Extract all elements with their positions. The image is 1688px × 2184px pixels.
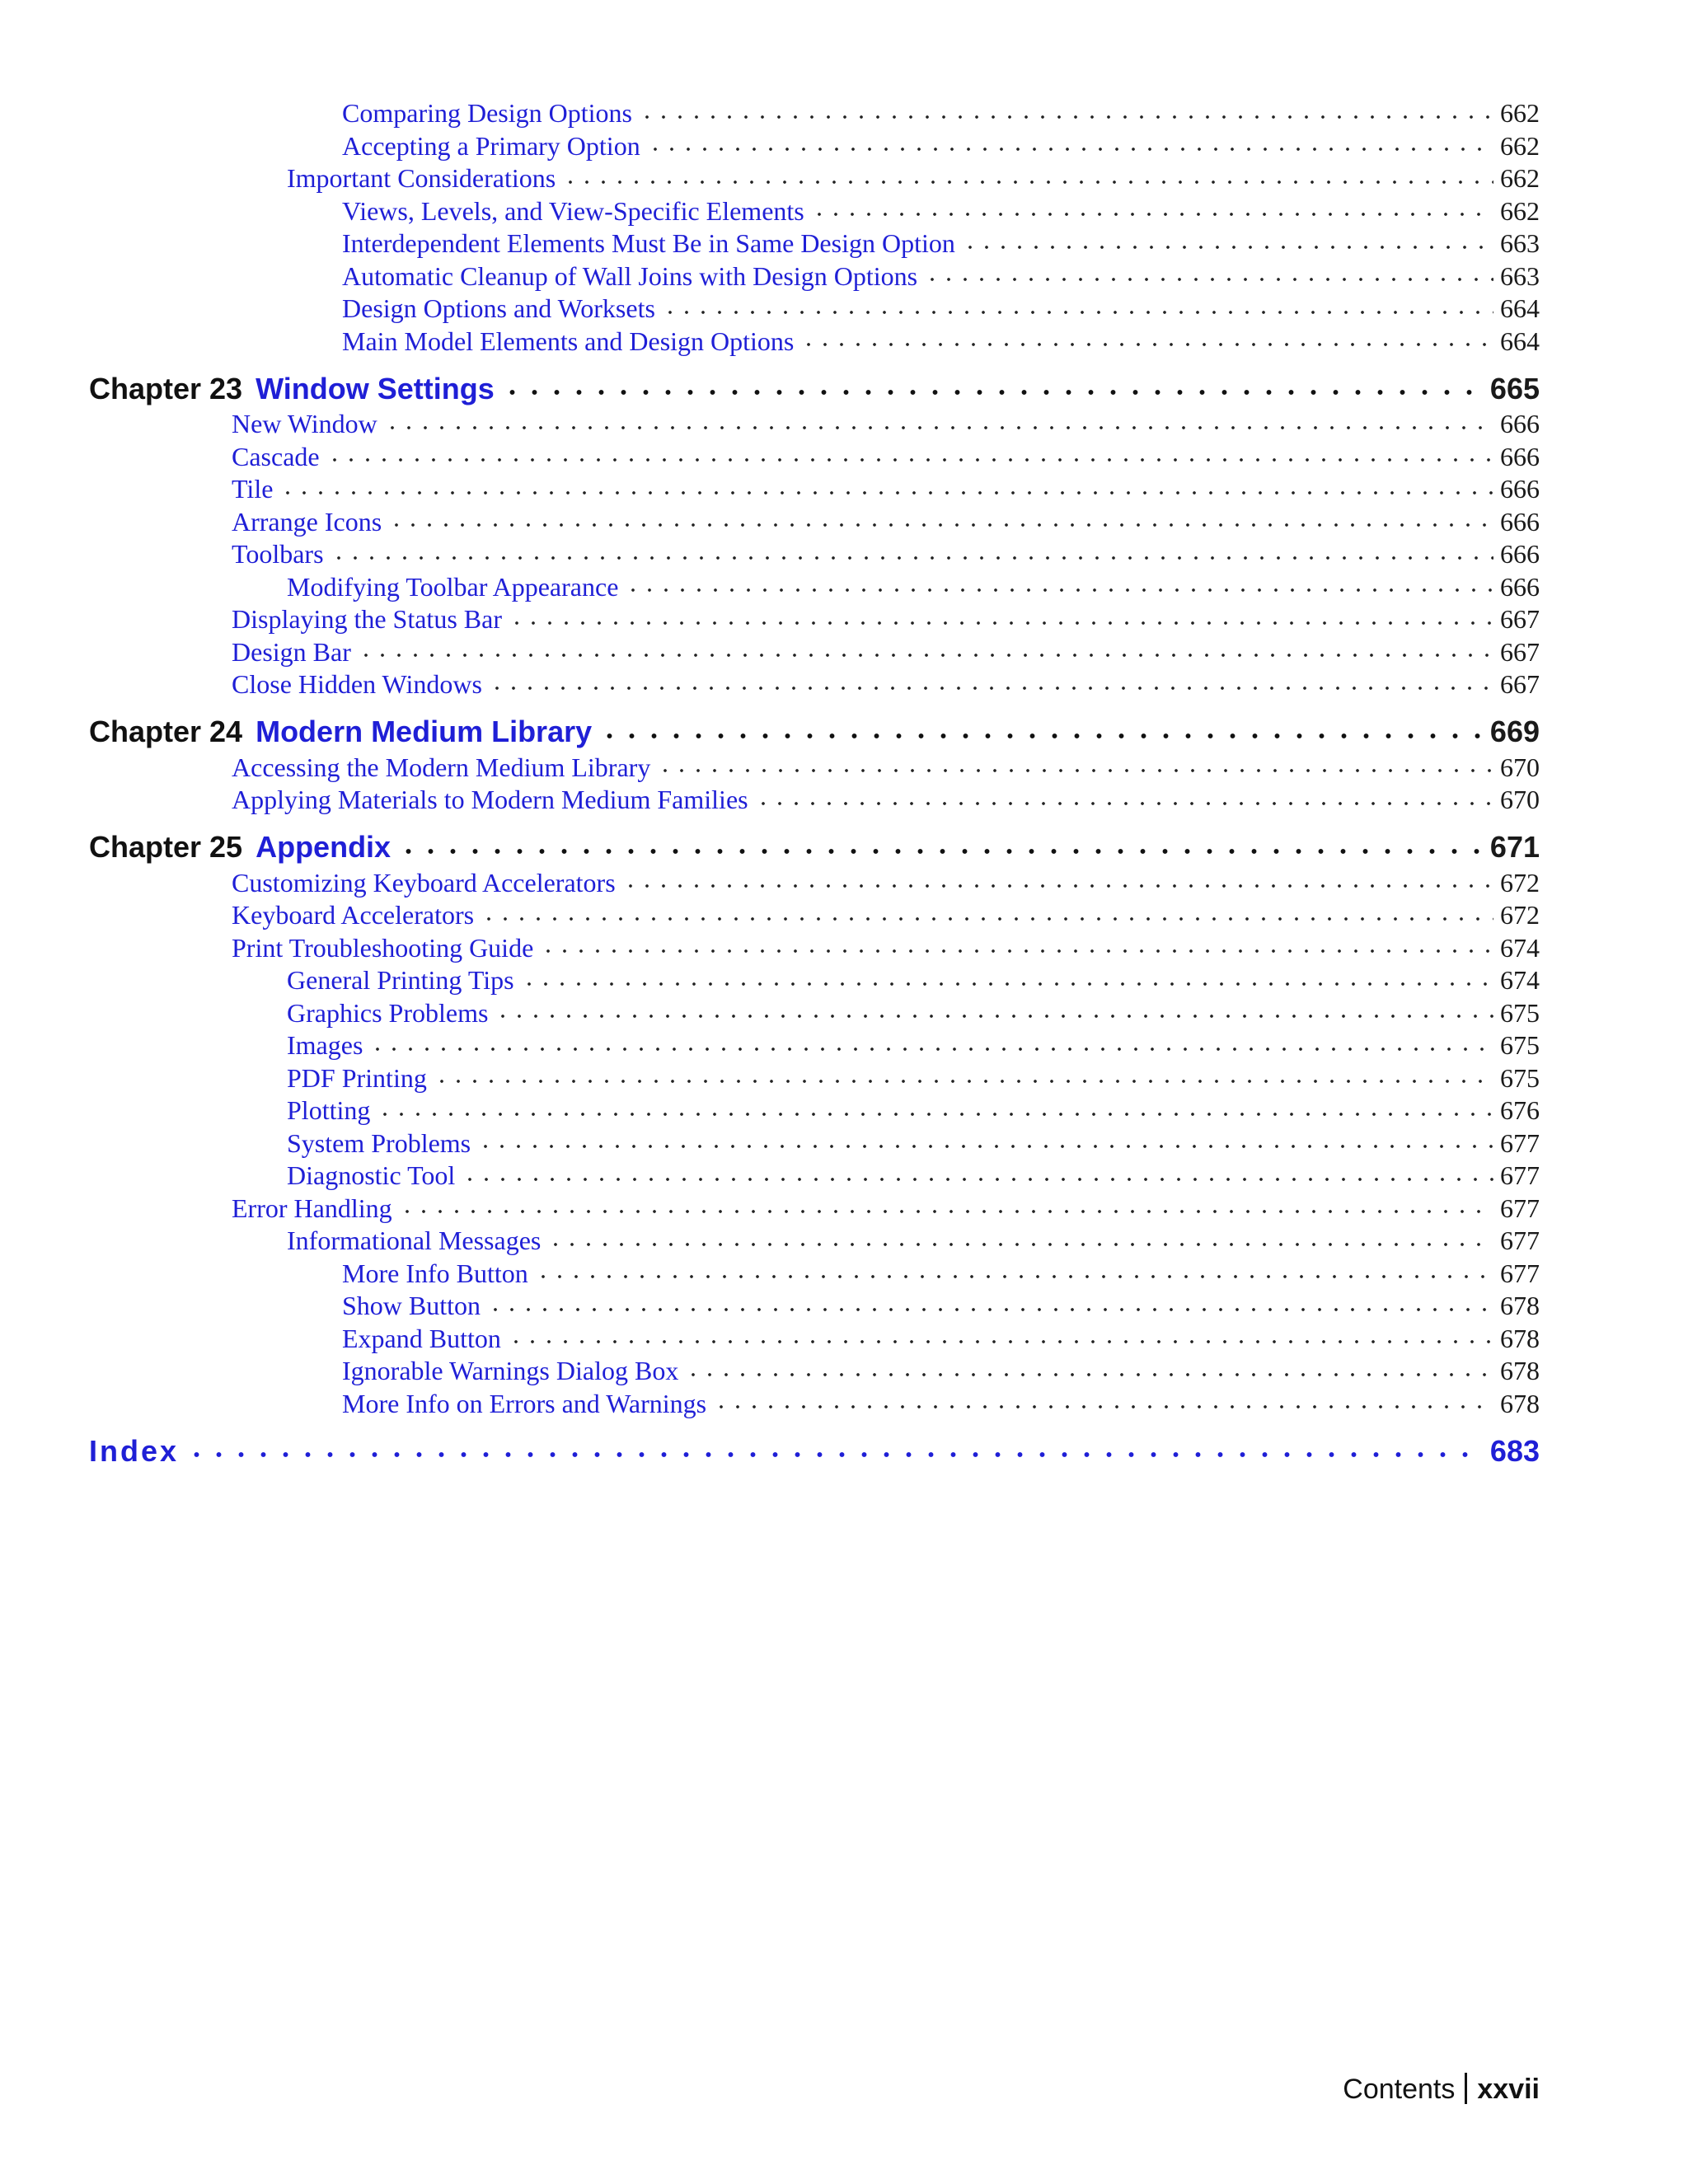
toc-page-number: 664 [1500,326,1540,356]
toc-entry-title-link[interactable]: Error Handling [232,1193,392,1223]
toc-entry[interactable] [89,437,1540,470]
toc-page-number: 678 [1500,1388,1540,1418]
toc-page-number: 678 [1500,1356,1540,1386]
dot-leader [924,259,1493,288]
dot-leader [509,602,1493,630]
toc-entry[interactable] [89,1286,1540,1319]
dot-leader [279,471,1493,500]
toc-entry[interactable] [89,1025,1540,1061]
toc-entry-title-link[interactable]: Applying Materials to Modern Medium Families [232,785,748,815]
chapter-number: Chapter 25 [89,830,243,865]
toc-entry[interactable] [89,502,1540,535]
toc-entry-title-link[interactable]: Print Troubleshooting Guide [232,932,534,963]
toc-page-number: 672 [1500,900,1540,930]
toc-entry[interactable] [89,223,1540,259]
toc-entry-title-link[interactable]: Interdependent Elements Must Be in Same Design Option [342,228,955,259]
toc-entry-title-link[interactable]: Displaying the Status Bar [232,604,502,635]
toc-entry[interactable] [89,599,1540,635]
toc-entry[interactable] [89,126,1540,159]
toc-page-number: 664 [1500,293,1540,324]
toc-page-number: 677 [1500,1226,1540,1256]
dot-leader [331,537,1493,565]
dot-leader [547,1223,1493,1252]
toc-page-number: 666 [1500,474,1540,504]
toc-page-number: 666 [1500,409,1540,439]
toc-entry[interactable] [89,534,1540,567]
toc-page-number: 678 [1500,1291,1540,1321]
toc-entry[interactable] [89,1188,1540,1221]
chapter-number: Chapter 23 [89,371,243,405]
dot-leader [501,369,1484,402]
toc-entry[interactable] [89,1123,1540,1156]
toc-page-number: 674 [1500,965,1540,996]
toc-entry-title-link[interactable]: Main Model Elements and Design Options [342,326,795,356]
toc-entry-title-link[interactable]: Design Options and Worksets [342,293,655,324]
toc-page-number: 666 [1500,506,1540,537]
toc-page-number: 663 [1500,228,1540,259]
dot-leader [377,1093,1493,1122]
toc-page-number: 666 [1500,571,1540,602]
toc-entry[interactable] [89,1221,1540,1254]
toc-entry[interactable] [89,895,1540,928]
toc-entry[interactable] [89,664,1540,700]
toc-entry[interactable] [89,567,1540,600]
dot-leader [477,1126,1493,1155]
dot-leader [384,406,1493,435]
toc-entry[interactable] [89,863,1540,896]
toc-entry-title-link[interactable]: Accepting a Primary Option [342,130,640,161]
toc-page-number: 677 [1500,1258,1540,1288]
toc-page-number: 677 [1500,1160,1540,1191]
toc-entry-title-link[interactable]: Toolbars [232,539,324,569]
toc-page-number: 676 [1500,1095,1540,1126]
toc-entry-title-link[interactable]: Ignorable Warnings Dialog Box [342,1356,679,1386]
toc-page-number: 675 [1500,1062,1540,1093]
toc-page-number: 667 [1500,604,1540,635]
toc-page-number: 669 [1489,715,1540,749]
toc-entry[interactable] [89,780,1540,813]
dot-leader [639,96,1493,124]
toc-page-number: 666 [1500,539,1540,569]
toc-entry-title-link[interactable]: Arrange Icons [232,506,382,537]
toc-entry[interactable] [89,960,1540,996]
toc-entry[interactable] [89,928,1540,961]
dot-leader [800,324,1493,353]
toc-entry[interactable] [89,469,1540,502]
toc-chapter-entry[interactable] [89,710,1540,748]
toc-entry-title-link[interactable]: Index [89,1433,180,1468]
toc-chapter-entry[interactable] [89,825,1540,863]
toc-entry-title-link[interactable]: Modern Medium Library [256,715,593,749]
dot-leader [185,1432,1484,1465]
toc-entry[interactable] [89,1090,1540,1126]
toc-entry[interactable] [89,256,1540,289]
toc-entry[interactable] [89,1384,1540,1417]
toc-entry-title-link[interactable]: Informational Messages [287,1226,542,1256]
dot-leader [369,1028,1493,1057]
toc-entry[interactable] [89,1155,1540,1191]
dot-leader [487,1288,1493,1317]
page-footer [1343,2073,1540,2106]
dot-leader [489,667,1493,696]
toc-page-number: 667 [1500,669,1540,700]
toc-entry-title-link[interactable]: Tile [232,474,274,504]
toc-entry[interactable] [89,1319,1540,1352]
dot-leader [540,930,1493,959]
toc-entry-title-link[interactable]: Images [287,1030,363,1061]
toc-page-number: 665 [1489,371,1540,405]
toc-page-number: 675 [1500,997,1540,1028]
toc-entry-title-link[interactable]: Window Settings [256,371,495,405]
toc-entry-title-link[interactable]: General Printing Tips [287,965,514,996]
dot-leader [622,865,1493,894]
toc-page-number: 667 [1500,636,1540,667]
toc-entry[interactable] [89,93,1540,129]
dot-leader [481,898,1493,926]
toc-entry-title-link[interactable]: More Info Button [342,1258,528,1288]
toc-entry-title-link[interactable]: Keyboard Accelerators [232,900,475,930]
dot-leader [521,963,1493,991]
toc-entry[interactable] [89,1058,1540,1091]
dot-leader [399,1191,1493,1220]
table-of-contents [89,93,1540,1466]
toc-page-number: 663 [1500,260,1540,291]
toc-entry-title-link[interactable]: New Window [232,409,377,439]
chapter-number: Chapter 24 [89,715,243,749]
toc-entry[interactable] [89,288,1540,324]
toc-entry-title-link[interactable]: Important Considerations [287,163,556,194]
toc-page-number: 666 [1500,441,1540,471]
dot-leader [811,194,1493,223]
toc-page-number: 662 [1500,98,1540,129]
dot-leader [508,1321,1493,1350]
toc-entry-title-link[interactable]: Cascade [232,441,320,471]
dot-leader [388,504,1493,533]
toc-page-number: 662 [1500,130,1540,161]
dot-leader [962,226,1493,255]
toc-entry-title-link[interactable]: Show Button [342,1291,481,1321]
toc-page-number: 662 [1500,195,1540,226]
toc-page-number: 671 [1489,830,1540,865]
toc-entry[interactable] [89,1351,1540,1384]
dot-leader [598,712,1484,745]
footer-section-label: Contents [1343,2074,1456,2105]
toc-page-number: 678 [1500,1323,1540,1353]
toc-entry[interactable] [89,321,1540,354]
toc-entry-title-link[interactable]: Plotting [287,1095,371,1126]
dot-leader [535,1256,1493,1285]
toc-entry-title-link[interactable]: Diagnostic Tool [287,1160,456,1191]
dot-leader [647,129,1493,157]
toc-page-number: 675 [1500,1030,1540,1061]
toc-entry[interactable] [89,404,1540,437]
toc-entry-title-link[interactable]: Accessing the Modern Medium Library [232,752,651,782]
toc-page-number: 662 [1500,163,1540,194]
toc-entry-title-link[interactable]: Modifying Toolbar Appearance [287,571,619,602]
dot-leader [326,439,1493,468]
toc-page-number: 672 [1500,867,1540,898]
toc-entry[interactable] [89,993,1540,1026]
toc-entry-title-link[interactable]: PDF Printing [287,1062,427,1093]
dot-leader [495,996,1493,1024]
toc-entry-title-link[interactable]: Design Bar [232,636,351,667]
dot-leader [434,1061,1493,1090]
toc-entry-title-link[interactable]: Expand Button [342,1323,501,1353]
dot-leader [657,750,1493,779]
toc-page-number: 677 [1500,1127,1540,1158]
toc-chapter-entry[interactable] [89,366,1540,404]
footer-page-number: xxvii [1477,2074,1540,2105]
toc-entry[interactable] [89,748,1540,780]
toc-page-number: 674 [1500,932,1540,963]
toc-entry[interactable] [89,1254,1540,1286]
toc-index-entry[interactable] [89,1428,1540,1466]
toc-entry-title-link[interactable]: More Info on Errors and Warnings [342,1388,707,1418]
toc-page-number: 677 [1500,1193,1540,1223]
dot-leader [358,635,1493,663]
toc-entry[interactable] [89,632,1540,665]
dot-leader [562,161,1493,190]
toc-page-number: 670 [1500,752,1540,782]
toc-entry[interactable] [89,191,1540,224]
dot-leader [662,291,1493,320]
toc-entry-title-link[interactable]: System Problems [287,1127,471,1158]
toc-entry-title-link[interactable]: Appendix [256,830,392,865]
dot-leader [755,782,1493,811]
dot-leader [685,1353,1493,1382]
toc-entry-title-link[interactable]: Comparing Design Options [342,98,632,129]
toc-page-number: 683 [1489,1433,1540,1468]
toc-page-number: 670 [1500,785,1540,815]
dot-leader [397,827,1484,860]
toc-entry-title-link[interactable]: Customizing Keyboard Accelerators [232,867,616,898]
dot-leader [625,569,1493,598]
toc-entry-title-link[interactable]: Automatic Cleanup of Wall Joins with Design Options [342,260,918,291]
toc-entry-title-link[interactable]: Views, Levels, and View-Specific Elements [342,195,804,226]
toc-entry-title-link[interactable]: Graphics Problems [287,997,489,1028]
toc-entry-title-link[interactable]: Close Hidden Windows [232,669,482,700]
dot-leader [713,1386,1493,1415]
toc-entry[interactable] [89,158,1540,194]
dot-leader [462,1158,1493,1187]
footer-separator [1465,2073,1467,2104]
